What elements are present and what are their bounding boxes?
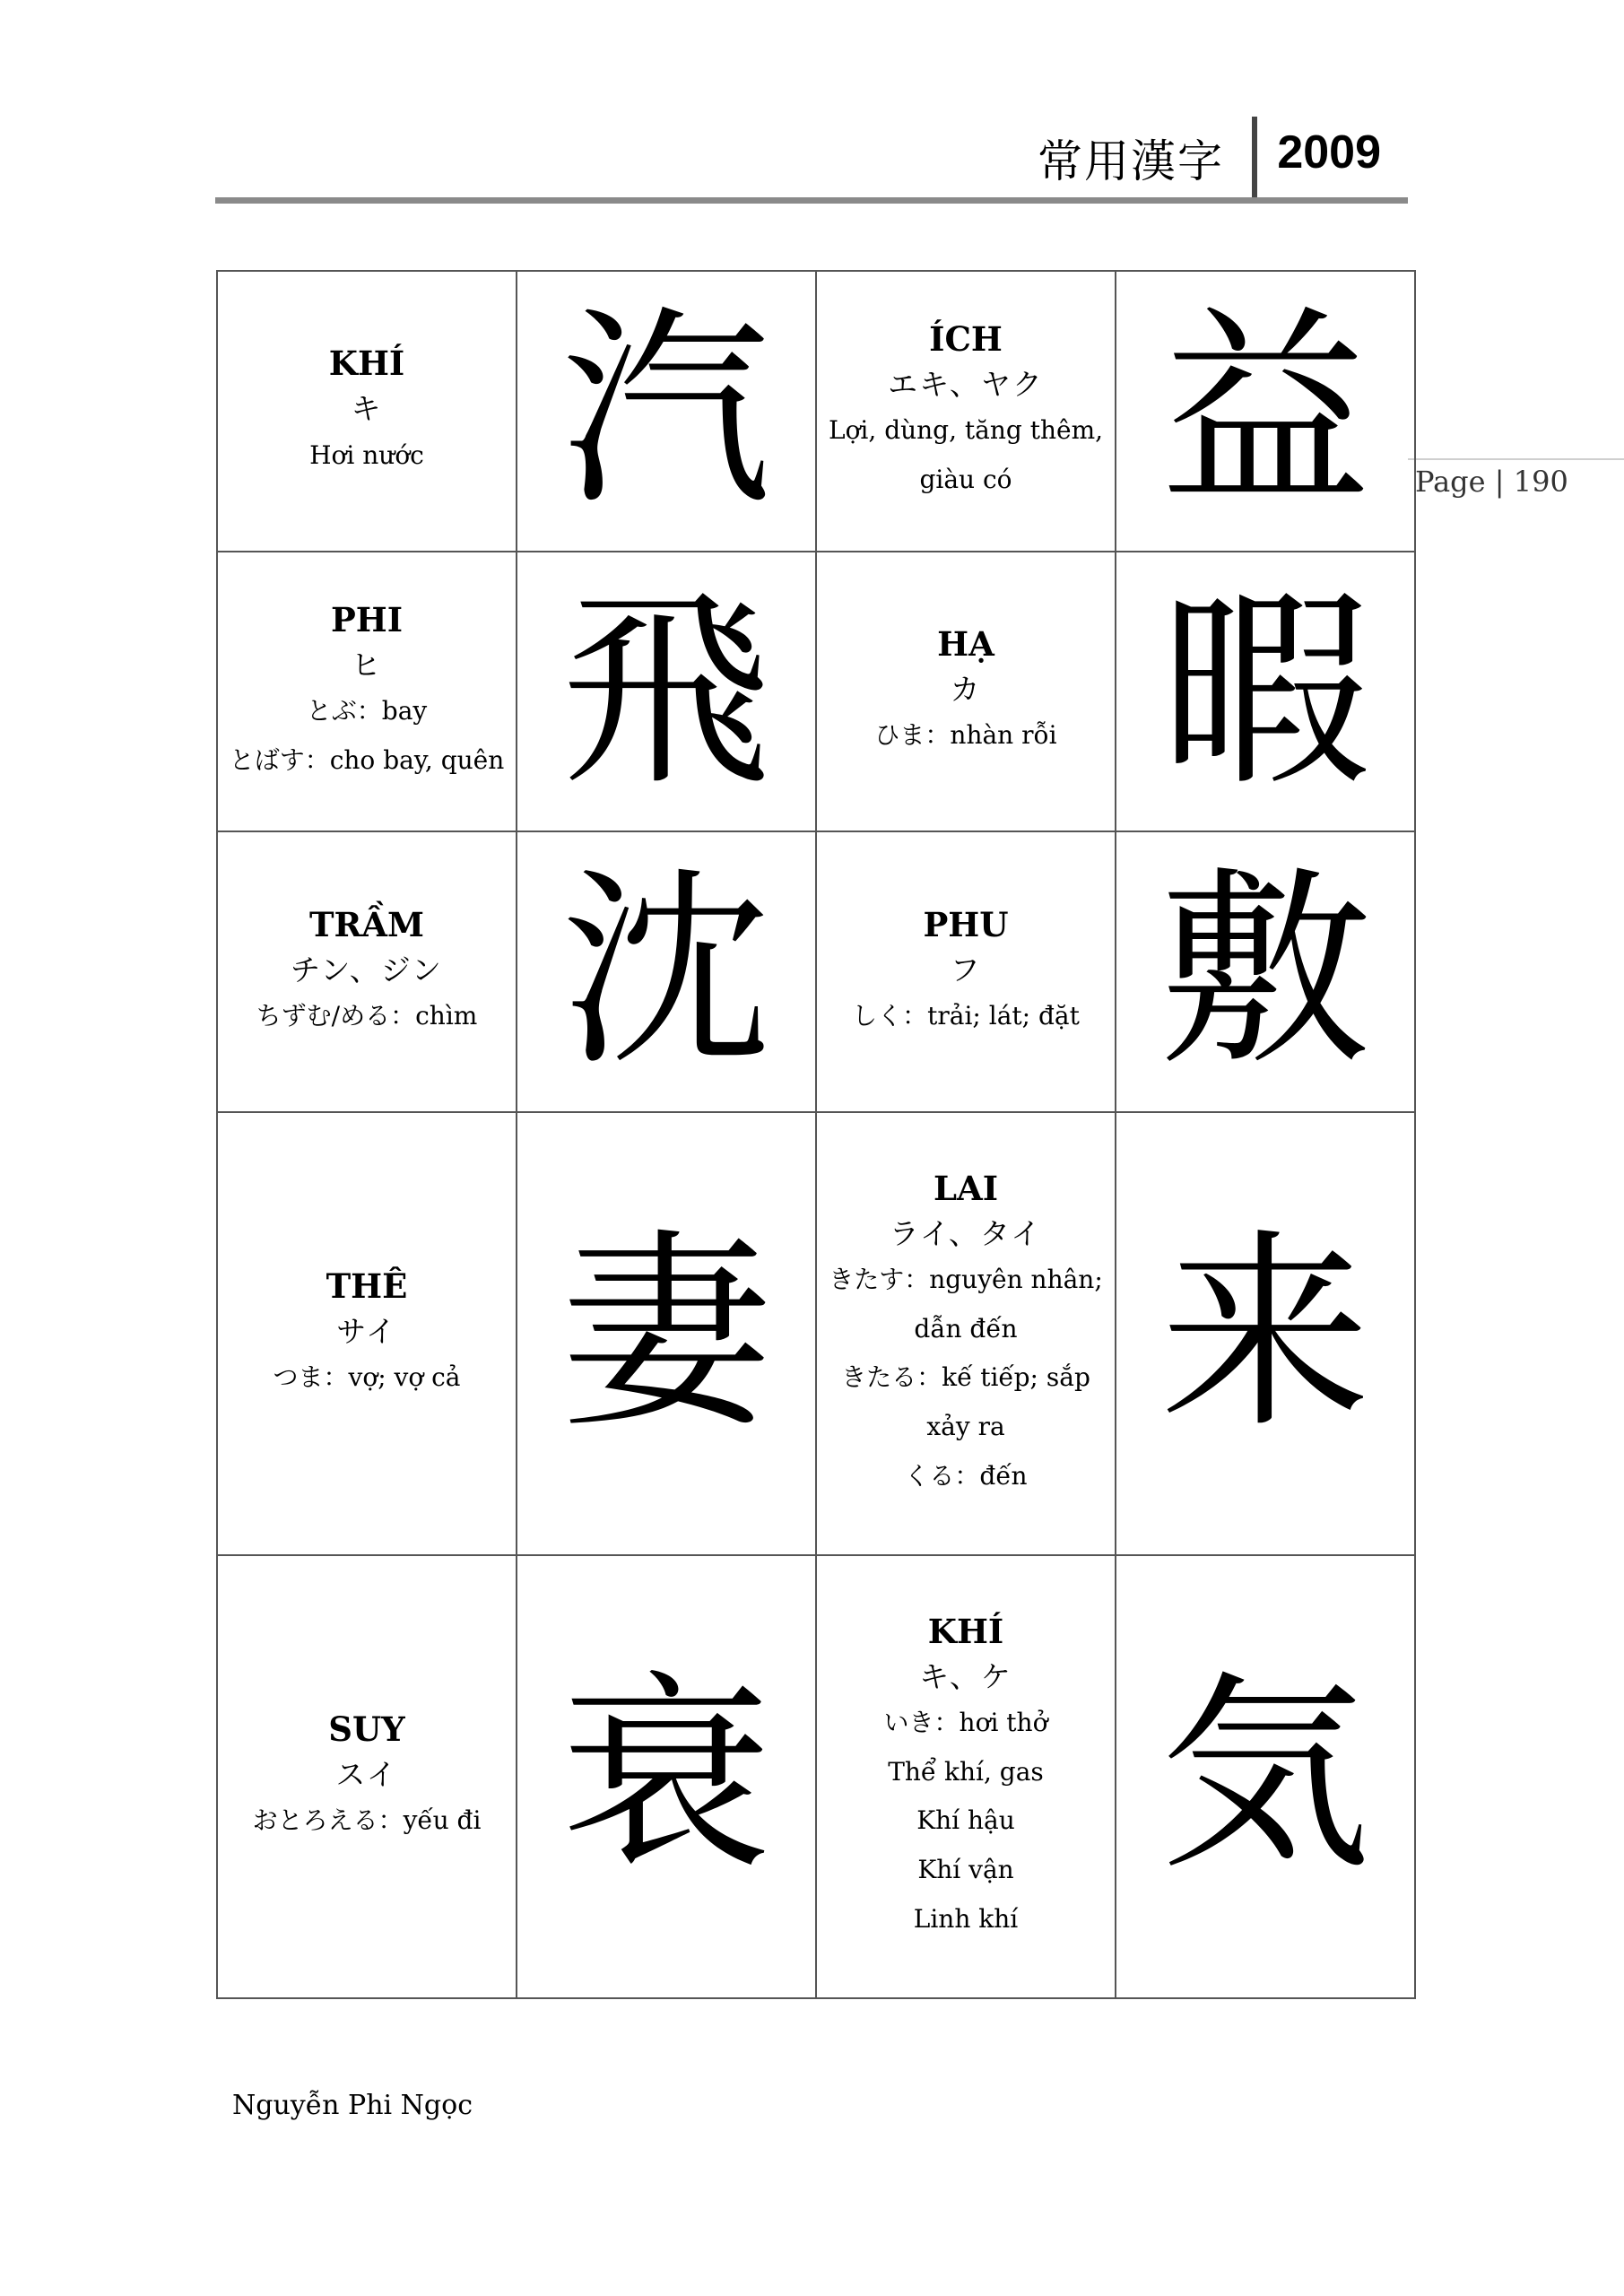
kanji-character: 気 — [1159, 1654, 1371, 1900]
meaning-line: とぶ：bay — [306, 696, 428, 726]
on-reading: フ — [950, 952, 982, 987]
kanji-glyph-cell — [1116, 831, 1415, 1112]
meaning-line: xảy ra — [926, 1412, 1005, 1442]
kanji-character: 暇 — [1159, 569, 1371, 814]
han-viet-reading: SUY — [328, 1709, 405, 1749]
kanji-info-cell — [217, 271, 517, 552]
han-viet-reading: KHÍ — [328, 344, 405, 384]
table-row — [217, 1555, 1415, 1998]
kanji-character: 飛 — [560, 569, 772, 814]
kanji-info-cell — [217, 831, 517, 1112]
meaning-line: いき：hơi thở — [883, 1708, 1048, 1738]
meaning-line: とばす：cho bay, quên — [229, 744, 505, 775]
header-rule — [215, 197, 1408, 204]
meaning-line: きたす：nguyên nhân; — [829, 1265, 1103, 1295]
on-reading: カ — [950, 671, 982, 707]
kanji-info-cell — [816, 831, 1116, 1112]
table-row — [217, 552, 1415, 832]
meaning-line: Thể khí, gas — [888, 1756, 1044, 1787]
header-separator — [1252, 117, 1257, 202]
kanji-character: 敷 — [1159, 849, 1371, 1095]
on-reading: ライ、タイ — [889, 1215, 1043, 1251]
kanji-info-cell — [816, 552, 1116, 832]
table-row — [217, 831, 1415, 1112]
han-viet-reading: HẠ — [937, 623, 994, 664]
han-viet-reading: ÍCH — [929, 319, 1003, 360]
meaning-line: つま：vợ; vợ cả — [273, 1362, 461, 1393]
meaning-line: ちずむ/める：chìm — [256, 1001, 478, 1031]
meaning-line: Hơi nước — [309, 439, 424, 470]
page-number: Page | 190 — [1415, 465, 1568, 499]
page-number-rule — [1408, 458, 1624, 460]
table-row — [217, 1112, 1415, 1555]
kanji-character: 益 — [1159, 288, 1371, 534]
kanji-glyph-cell — [1116, 1112, 1415, 1555]
kanji-character: 衰 — [560, 1654, 772, 1900]
on-reading: チン、ジン — [291, 952, 443, 987]
header-title: 常用漢字 — [1038, 135, 1224, 187]
meaning-line: dẫn đến — [914, 1313, 1018, 1344]
kanji-character: 汽 — [560, 288, 772, 534]
on-reading: キ — [351, 391, 383, 427]
meaning-line: Linh khí — [913, 1903, 1019, 1934]
meaning-line: giàu có — [919, 465, 1012, 495]
han-viet-reading: LAI — [933, 1168, 999, 1208]
kanji-glyph-cell — [517, 1555, 816, 1998]
on-reading: ヒ — [351, 647, 383, 683]
meaning-line: Khí vận — [917, 1855, 1014, 1884]
kanji-info-cell — [217, 1555, 517, 1998]
on-reading: キ、ケ — [919, 1658, 1012, 1694]
han-viet-reading: TRẦM — [309, 904, 424, 944]
kanji-info-cell — [816, 1112, 1116, 1555]
on-reading: スイ — [335, 1756, 398, 1792]
kanji-glyph-cell — [517, 1112, 816, 1555]
on-reading: サイ — [336, 1313, 397, 1349]
kanji-glyph-cell — [1116, 271, 1415, 552]
meaning-line: Lợi, dùng, tăng thêm, — [828, 415, 1104, 446]
kanji-table — [216, 270, 1416, 1999]
meaning-line: ひま：nhàn rỗi — [874, 720, 1057, 751]
kanji-glyph-cell — [517, 271, 816, 552]
header-year: 2009 — [1277, 126, 1381, 178]
kanji-character: 来 — [1159, 1211, 1371, 1457]
kanji-info-cell — [816, 1555, 1116, 1998]
kanji-info-cell — [217, 1112, 517, 1555]
kanji-glyph-cell — [1116, 1555, 1415, 1998]
meaning-line: しく：trải; lát; đặt — [852, 1001, 1080, 1031]
kanji-glyph-cell — [517, 552, 816, 832]
meaning-line: くる：đến — [904, 1460, 1028, 1491]
han-viet-reading: KHÍ — [927, 1611, 1004, 1651]
kanji-info-cell — [816, 271, 1116, 552]
han-viet-reading: PHU — [923, 904, 1009, 944]
table-row — [217, 271, 1415, 552]
kanji-character: 沈 — [560, 849, 772, 1095]
on-reading: エキ、ヤク — [888, 366, 1044, 402]
han-viet-reading: PHI — [330, 599, 404, 639]
han-viet-reading: THÊ — [326, 1265, 408, 1306]
kanji-glyph-cell — [517, 831, 816, 1112]
kanji-character: 妻 — [560, 1211, 772, 1457]
footer-author: Nguyễn Phi Ngọc — [232, 2090, 473, 2121]
kanji-glyph-cell — [1116, 552, 1415, 832]
meaning-line: Khí hậu — [916, 1805, 1015, 1836]
meaning-line: きたる：kế tiếp; sắp — [841, 1362, 1090, 1393]
kanji-info-cell — [217, 552, 517, 832]
page-header — [215, 112, 1408, 202]
meaning-line: おとろえる：yếu đi — [252, 1805, 482, 1836]
